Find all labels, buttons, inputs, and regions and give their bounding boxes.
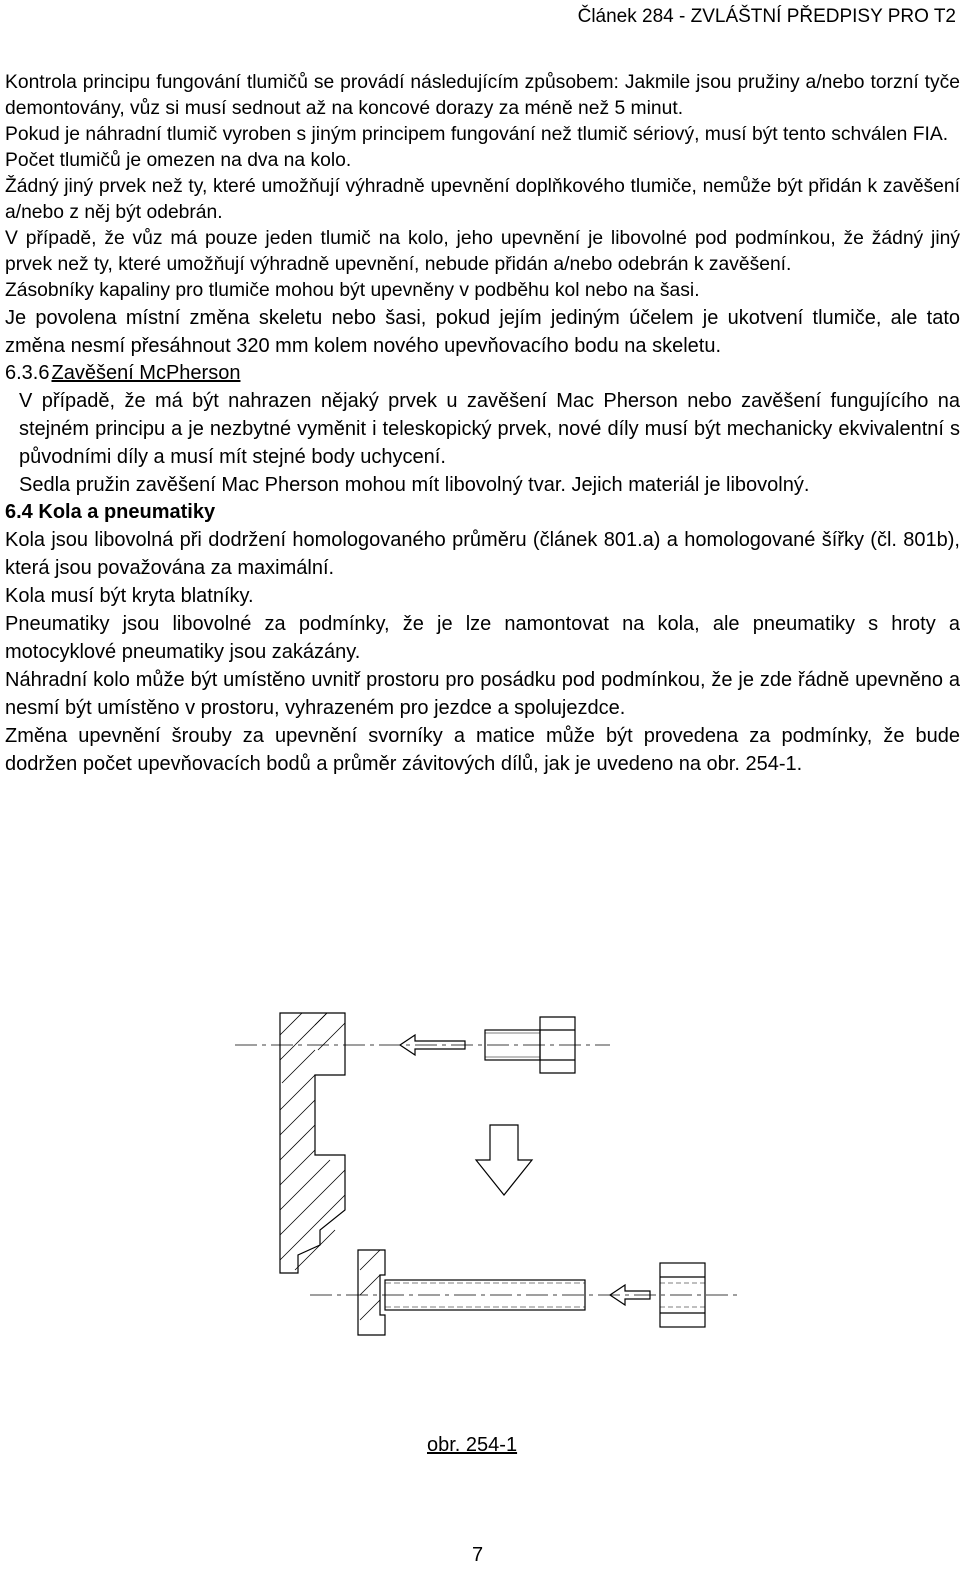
paragraph-damper-count: Počet tlumičů je omezen na dva na kolo. [5, 150, 352, 171]
paragraph-shell-modification: Je povolena místní změna skeletu nebo šasi, pokud jejím jediným účelem je ukotvení tlumiče, ale tato změna nesmí přesáhnout 320 mm kolem nového upevňovacího bodu na skeletu. [5, 307, 960, 357]
paragraph-damper-elements: Žádný jiný prvek než ty, které umožňují výhradně upevnění doplňkového tlumiče, nemůže být přidán k zavěšení a/nebo z něj být odebrán. [5, 176, 960, 223]
paragraph-wheels: Kola jsou libovolná při dodržení homologovaného průměru (článek 801.a) a homologované šířky (čl. 801b), která jsou považována za maximální. [5, 529, 960, 579]
section-heading-636 [5, 360, 960, 387]
section-title: Zavěšení McPherson [51, 362, 241, 384]
figure-caption: obr. 254-1 [427, 1434, 518, 1456]
section-heading-64 [5, 499, 960, 526]
page-number: 7 [472, 1544, 484, 1566]
paragraph-mudguards: Kola musí být kryta blatníky. [5, 585, 254, 607]
paragraph-damper-principle: Pokud je náhradní tlumič vyroben s jiným principem fungování než tlumič sériový, musí být tento schválen FIA. [5, 124, 949, 145]
page-header: Článek 284 - ZVLÁŠTNÍ PŘEDPISY PRO T2 [577, 6, 956, 27]
section-title: Kola a pneumatiky [38, 501, 216, 523]
hub-section-lower [310, 1250, 740, 1335]
hub-section-upper [235, 1013, 610, 1273]
paragraph-damper-check: Kontrola principu fungování tlumičů se provádí následujícím způsobem: Jakmile jsou pružiny a/nebo torzní tyče demontovány, vůz si musí sednout až na koncové dorazy za méně než 5 minut. [5, 72, 960, 119]
section-number: 6.4 [5, 501, 33, 523]
section-number: 6.3.6 [5, 362, 50, 384]
paragraph-bolt-change: Změna upevnění šrouby za upevnění svorníky a matice může být provedena za podmínky, že bude dodržen počet upevňovacích bodů a průměr závitových dílů, jak je uvedeno na obr. 254-1. [5, 725, 960, 775]
document-body [5, 70, 960, 778]
paragraph-tyres: Pneumatiky jsou libovolné za podmínky, že je lze namontovat na kola, ale pneumatiky s hroty a motocyklové pneumatiky jsou zakázány. [5, 613, 960, 663]
paragraph-spring-seats: Sedla pružin zavěšení Mac Pherson mohou mít libovolný tvar. Jejich materiál je libovolný. [19, 474, 810, 496]
paragraph-fluid-reservoirs: Zásobníky kapaliny pro tlumiče mohou být upevněny v podběhu kol nebo na šasi. [5, 280, 700, 301]
bolt-stud-drawing [220, 1005, 740, 1425]
paragraph-single-damper: V případě, že vůz má pouze jeden tlumič na kolo, jeho upevnění je libovolné pod podmínkou, že žádný jiný prvek než ty, které umožňují výhradně upevnění, nebude přidán a/nebo odebrán k zavěšení. [5, 228, 960, 275]
paragraph-spare-wheel: Náhradní kolo může být umístěno uvnitř prostoru pro posádku pod podmínkou, že je zde řádně upevněno a nesmí být umístěno v prostoru, vyhrazeném pro jezdce a spolujezdce. [5, 669, 960, 719]
paragraph-mcpherson-parts: V případě, že má být nahrazen nějaký prvek u zavěšení Mac Pherson nebo zavěšení fungujícího na stejném principu a je nezbytné vyměnit i teleskopický prvek, nové díly musí být mechanicky ekvivalentní s původními díly a musí mít stejné body uchycení. [19, 390, 960, 468]
technical-drawing [220, 1005, 740, 1425]
